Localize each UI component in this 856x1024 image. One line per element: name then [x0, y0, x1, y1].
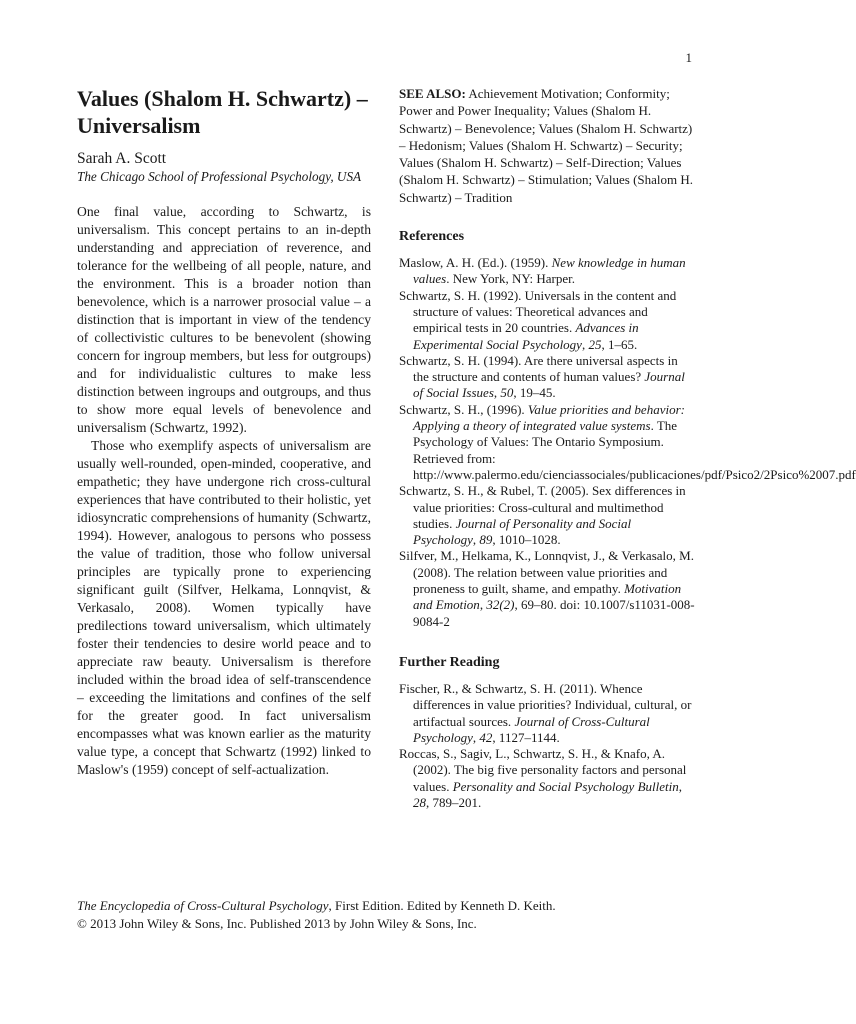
body-paragraph: One final value, according to Schwartz, is universalism. This concept pertains to an in-depth understanding and appreciation of reverence, and tolerance for the wellbeing of all people, nature, and the environment. This is a broader notion than benevolence, which is a narrower prosocial value – a distinction that is important in view of the tendency of collectivistic cultures to be benevolent (showing concern for ingroup members, but less for outgroups) and for individualistic cultures to make less distinction between ingroups and outgroups, and thus to show more equal levels of benevolence and universalism (Schwartz, 1992).: [77, 204, 371, 435]
ref-text: Fischer, R., & Schwartz, S. H. (2011). Whence differences in value priorities? Individual, cultural, or artifactual sources.: [399, 680, 692, 729]
ref-italic-text: Journal of Personality and Social Psychology: [413, 515, 632, 548]
reference-item: [399, 255, 695, 288]
ref-text: Schwartz, S. H. (1992). Universals in the content and structure of values: Theoretical advances and empirical tests in 20 countries.: [399, 287, 677, 336]
ref-italic-text: Value priorities and behavior: Applying a theory of integrated value systems: [413, 401, 685, 434]
footer-edition: , First Edition. Edited by Kenneth D. Keith.: [328, 898, 556, 913]
body-paragraph: Those who exemplify aspects of universalism are usually well-rounded, open-minded, cooperative, and empathetic; they have undergone rich cross-cultural experiences that have contributed to their holistic, yet idiosyncratic comprehensions of humanity (Schwartz, 1994). However, analogous to persons who possess the value of tradition, those who follow universal principles are typically prone to experiencing significant guilt (Silfver, Helkama, Lonnqvist, & Verkasalo, 2008). Women typically have predilections toward universalism, which ultimately foster their tendencies to desire world peace and to appreciate raw beauty. Universalism is therefore included within the broad idea of self-transcendence – exceeding the limitations and confines of the self for the greater good. In fact universalism encompasses what was known earlier as the maturity value type, a concept that Schwartz (1992) linked to Maslow's (1959) concept of self-actualization.: [77, 438, 371, 777]
ref-text: ,: [472, 532, 480, 548]
author-name: Sarah A. Scott: [77, 150, 167, 167]
ref-italic-text: Motivation and Emotion: [413, 581, 682, 613]
article-body: [77, 203, 371, 779]
ref-italic-text: 32(2): [486, 597, 515, 613]
left-column: [77, 85, 371, 779]
ref-text: Roccas, S., Sagiv, L., Schwartz, S. H., & Knafo, A. (2002). The big five personality factors and personal values.: [399, 746, 687, 794]
footer-copyright: © 2013 John Wiley & Sons, Inc. Published 2013 by John Wiley & Sons, Inc.: [77, 916, 477, 931]
see-also-text: Achievement Motivation; Conformity; Power and Power Inequality; Values (Shalom H. Schwartz) – Benevolence; Values (Shalom H. Schwartz) – Hedonism; Values (Shalom H. Schwartz) – Security; Values (Shalom H. Schwartz) – Self-Direction; Values (Shalom H. Schwartz) – Stimulation; Values (Shalom H. Schwartz) – Tradition: [399, 86, 694, 205]
ref-italic-text: Journal of Social Issues: [413, 369, 685, 401]
see-also-label: SEE ALSO:: [399, 86, 466, 101]
reference-item: [399, 548, 695, 629]
reference-item: [399, 353, 695, 402]
reference-item: [399, 483, 695, 548]
ref-text: ,: [479, 597, 487, 613]
ref-text: ,: [472, 729, 480, 745]
ref-italic-text: 28: [413, 794, 426, 810]
reference-item: [399, 288, 695, 353]
ref-italic-text: Personality and Social Psychology Bulletin: [452, 778, 679, 794]
footer-book-title: The Encyclopedia of Cross-Cultural Psychology: [77, 898, 329, 913]
ref-text: Maslow, A. H. (Ed.). (1959).: [399, 255, 552, 271]
references-list: [399, 255, 856, 630]
ref-text: ,: [581, 336, 589, 352]
ref-italic-text: 42: [479, 729, 493, 745]
article-title: Values (Shalom H. Schwartz) – Universalism: [77, 86, 368, 138]
further-reading-heading: Further Reading: [399, 654, 500, 670]
author-affiliation: The Chicago School of Professional Psychology, USA: [77, 169, 362, 184]
ref-text: , 69–80. doi: 10.1007/s11031-008-9084-2: [413, 597, 695, 629]
ref-italic-text: 25: [588, 336, 602, 352]
ref-text: , 19–45.: [513, 385, 556, 401]
further-reading-list: [399, 681, 695, 811]
ref-text: ,: [493, 385, 501, 401]
ref-text: . The Psychology of Values: The Ontario Symposium. Retrieved from: http://www.palermo.edu/cienciassociales/publicaciones/pdf/Psico2/2Psico%2007.pdf: [413, 418, 856, 482]
ref-text: , 789–201.: [426, 794, 482, 810]
ref-italic-text: Journal of Cross-Cultural Psychology: [413, 713, 650, 745]
ref-text: Schwartz, S. H., (1996).: [399, 401, 528, 417]
ref-italic-text: 50: [500, 385, 514, 401]
ref-text: , 1127–1144.: [492, 729, 560, 745]
ref-text: , 1–65.: [601, 336, 638, 352]
ref-italic-text: New knowledge in human values: [413, 255, 686, 287]
ref-text: Silfver, M., Helkama, K., Lonnqvist, J., & Verkasalo, M. (2008). The relation between value priorities and proneness to guilt, shame, and empathy.: [399, 548, 694, 597]
references-heading: References: [399, 229, 465, 245]
see-also-block: [399, 85, 695, 206]
ref-text: ,: [678, 778, 682, 794]
further-reading-item: [399, 746, 695, 811]
page-number: 1: [685, 50, 692, 65]
ref-text: Schwartz, S. H., & Rubel, T. (2005). Sex differences in value priorities: Cross-cultural and multimethod studies.: [399, 483, 686, 531]
ref-italic-text: Advances in Experimental Social Psychology: [413, 320, 639, 352]
reference-item: [399, 401, 856, 483]
ref-text: . New York, NY: Harper.: [446, 271, 576, 287]
ref-italic-text: 89: [479, 532, 493, 548]
ref-text: Schwartz, S. H. (1994). Are there universal aspects in the structure and contents of human values?: [399, 352, 678, 385]
further-reading-item: [399, 681, 695, 746]
ref-text: , 1010–1028.: [492, 532, 561, 548]
footer: [77, 897, 697, 933]
right-column: [399, 85, 856, 811]
